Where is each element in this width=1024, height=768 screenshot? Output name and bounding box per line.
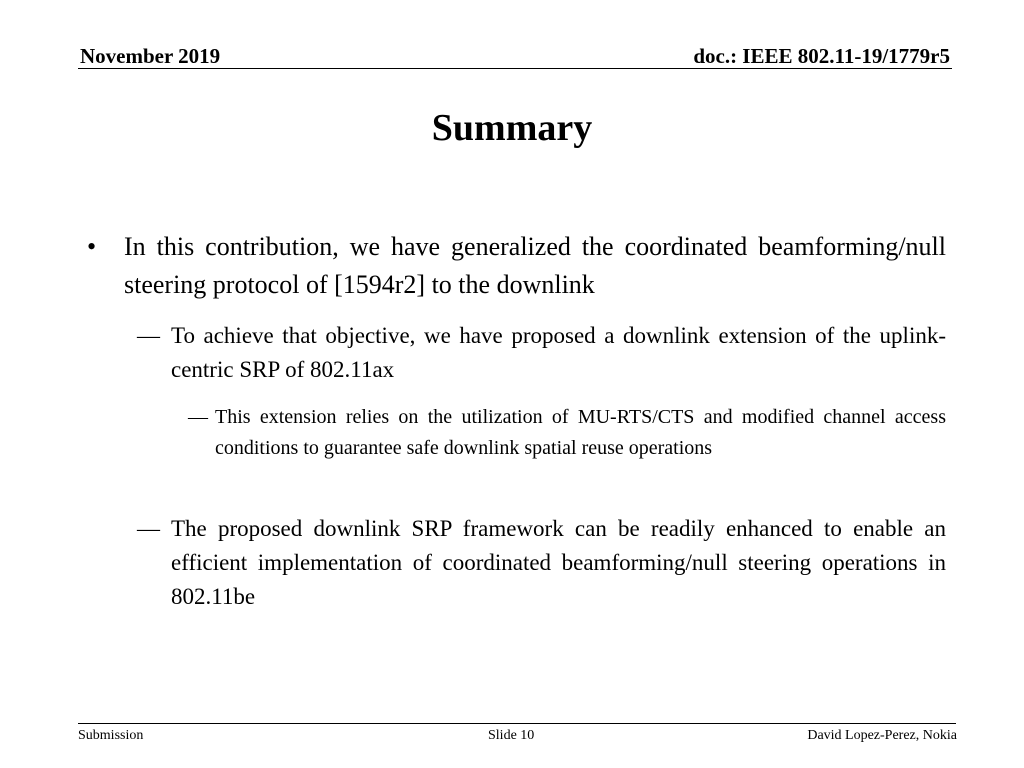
- bullet-marker: •: [87, 232, 97, 261]
- footer-submission: Submission: [78, 728, 144, 743]
- sub-sub-item-marker: —: [188, 406, 208, 428]
- footer-divider: [78, 723, 956, 724]
- sub-item-1-text: To achieve that objective, we have proposed a downlink extension of the uplink-centric SRP of 802.11ax: [171, 323, 946, 382]
- sub-sub-item-text: This extension relies on the utilization of MU-RTS/CTS and modified channel access conditions to guarantee safe downlink spatial reuse operations: [215, 406, 946, 459]
- footer-slide-number: Slide 10: [488, 728, 535, 743]
- header-doc-id: doc.: IEEE 802.11-19/1779r5: [693, 44, 950, 68]
- sub-item-1-marker: —: [137, 323, 160, 348]
- header-divider: [78, 68, 952, 69]
- footer-author: David Lopez-Perez, Nokia: [807, 728, 957, 743]
- sub-item-2-text: The proposed downlink SRP framework can be readily enhanced to enable an efficient implementation of coordinated beamforming/null steering operations in 802.11be: [171, 516, 946, 609]
- slide-title: Summary: [431, 107, 593, 149]
- header-date: November 2019: [80, 44, 221, 68]
- sub-item-2-marker: —: [137, 516, 160, 541]
- bullet-text: In this contribution, we have generalized the coordinated beamforming/null steering protocol of [1594r2] to the downlink: [124, 232, 946, 299]
